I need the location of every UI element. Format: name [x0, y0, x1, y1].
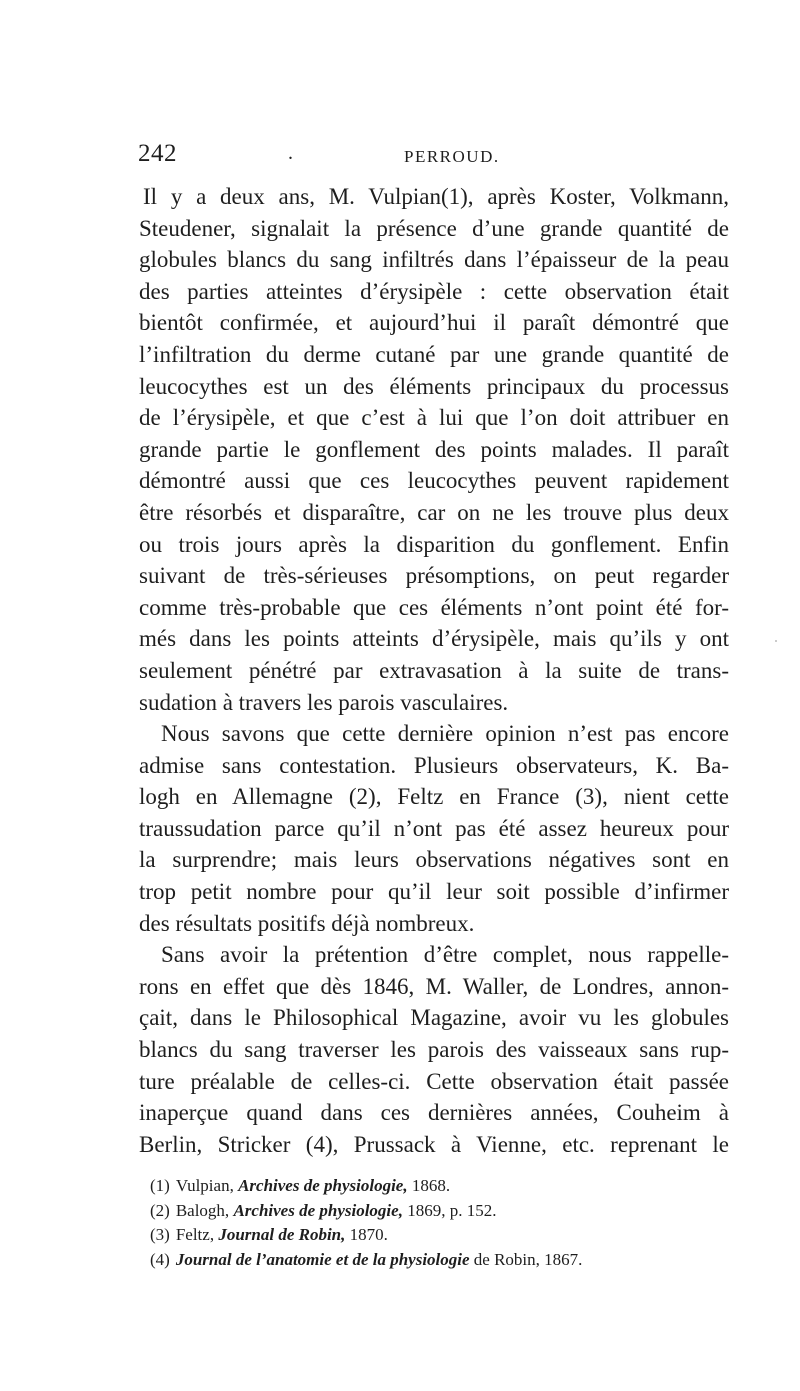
text-line: çait, dans le Philosophical Magazine, avoir vu les globules: [139, 1005, 729, 1031]
text-line: ou trois jours après la disparition du gonflement. Enfin: [139, 531, 729, 557]
footnote: [150, 1248, 710, 1273]
body-text: [139, 181, 729, 1160]
running-head: PERROUD.: [404, 147, 500, 166]
footnote-detail: 1869, p. 152.: [402, 1200, 497, 1220]
text-line: trop petit nombre pour qu’il leur soit possible d’infirmer: [139, 879, 729, 905]
footnote-number: (1): [150, 1176, 170, 1195]
text-line: bientôt confirmée, et aujourd’hui il paraît démontré que: [139, 310, 729, 336]
text-line: ture préalable de celles-ci. Cette observation était passée: [139, 1068, 729, 1094]
footnote-detail: de Robin, 1867.: [469, 1249, 583, 1269]
text-line: logh en Allemagne (2), Feltz en France (3), nient cette: [139, 784, 729, 810]
footnote-title: Journal de Robin,: [218, 1225, 346, 1244]
footnote-detail: 1870.: [345, 1225, 388, 1244]
text-line: admise sans contestation. Plusieurs observateurs, K. Ba-: [139, 752, 729, 778]
text-line: grande partie le gonflement des points malades. Il paraît: [139, 436, 729, 462]
footnote-number: (4): [150, 1249, 170, 1269]
footnote: [150, 1199, 710, 1224]
text-line: suivant de très-sérieuses présomptions, on peut regarder: [139, 563, 729, 589]
text-line: la surprendre; mais leurs observations négatives sont en: [139, 847, 729, 873]
footnote-title: Archives de physiologie,: [233, 1200, 403, 1220]
text-line: Nous savons que cette dernière opinion n’est pas encore: [161, 721, 729, 747]
footnote-number: (3): [150, 1225, 170, 1244]
paper-speck: [775, 640, 777, 642]
footnote-detail: 1868.: [407, 1176, 451, 1195]
text-line: sudation à travers les parois vasculaires.: [139, 689, 509, 715]
text-line: de l’érysipèle, et que c’est à lui que l’on doit attribuer en: [139, 405, 729, 431]
footnote-author: Balogh,: [175, 1200, 234, 1220]
text-line: comme très-probable que ces éléments n’ont point été for-: [139, 594, 729, 620]
footnotes: [150, 1174, 710, 1272]
footnote-author: Feltz,: [175, 1225, 219, 1244]
header-dot: .: [288, 142, 293, 164]
footnote-number: (2): [150, 1200, 170, 1220]
footnote-title: Journal de l’anatomie et de la physiologie: [175, 1249, 470, 1269]
text-line: des résultats positifs déjà nombreux.: [139, 910, 475, 936]
text-line: rons en effet que dès 1846, M. Waller, de Londres, annon-: [139, 973, 729, 999]
text-line: Sans avoir la prétention d’être complet, nous rappelle-: [161, 942, 729, 968]
text-line: des parties atteintes d’érysipèle : cette observation était: [139, 278, 729, 304]
text-line: Steudener, signalait la présence d’une grande quantité de: [139, 215, 729, 241]
text-line: leucocythes est un des éléments principaux du processus: [139, 373, 729, 399]
text-line: inaperçue quand dans ces dernières années, Couheim à: [139, 1100, 729, 1126]
text-line: seulement pénétré par extravasation à la suite de trans-: [139, 657, 729, 683]
text-line: démontré aussi que ces leucocythes peuvent rapidement: [139, 468, 729, 494]
text-line: traussudation parce qu’il n’ont pas été assez heureux pour: [139, 815, 729, 841]
page-header: [138, 140, 738, 170]
text-line: Berlin, Stricker (4), Prussack à Vienne, etc. reprenant le: [139, 1131, 729, 1157]
text-line: l’infiltration du derme cutané par une grande quantité de: [139, 341, 729, 367]
footnote-author: Vulpian,: [175, 1176, 239, 1195]
text-line: être résorbés et disparaître, car on ne les trouve plus deux: [139, 499, 729, 525]
footnote: [150, 1223, 710, 1248]
text-line: globules blancs du sang infiltrés dans l’épaisseur de la peau: [139, 247, 729, 273]
footnote: [150, 1174, 710, 1199]
text-line: Il y a deux ans, M. Vulpian(1), après Koster, Volkmann,: [143, 184, 729, 209]
text-line: blancs du sang traverser les parois des vaisseaux sans rup-: [139, 1037, 729, 1063]
text-line: més dans les points atteints d’érysipèle, mais qu’ils y ont: [139, 626, 729, 652]
footnote-title: Archives de physiologie,: [238, 1176, 408, 1195]
page-number: 242: [138, 140, 177, 167]
